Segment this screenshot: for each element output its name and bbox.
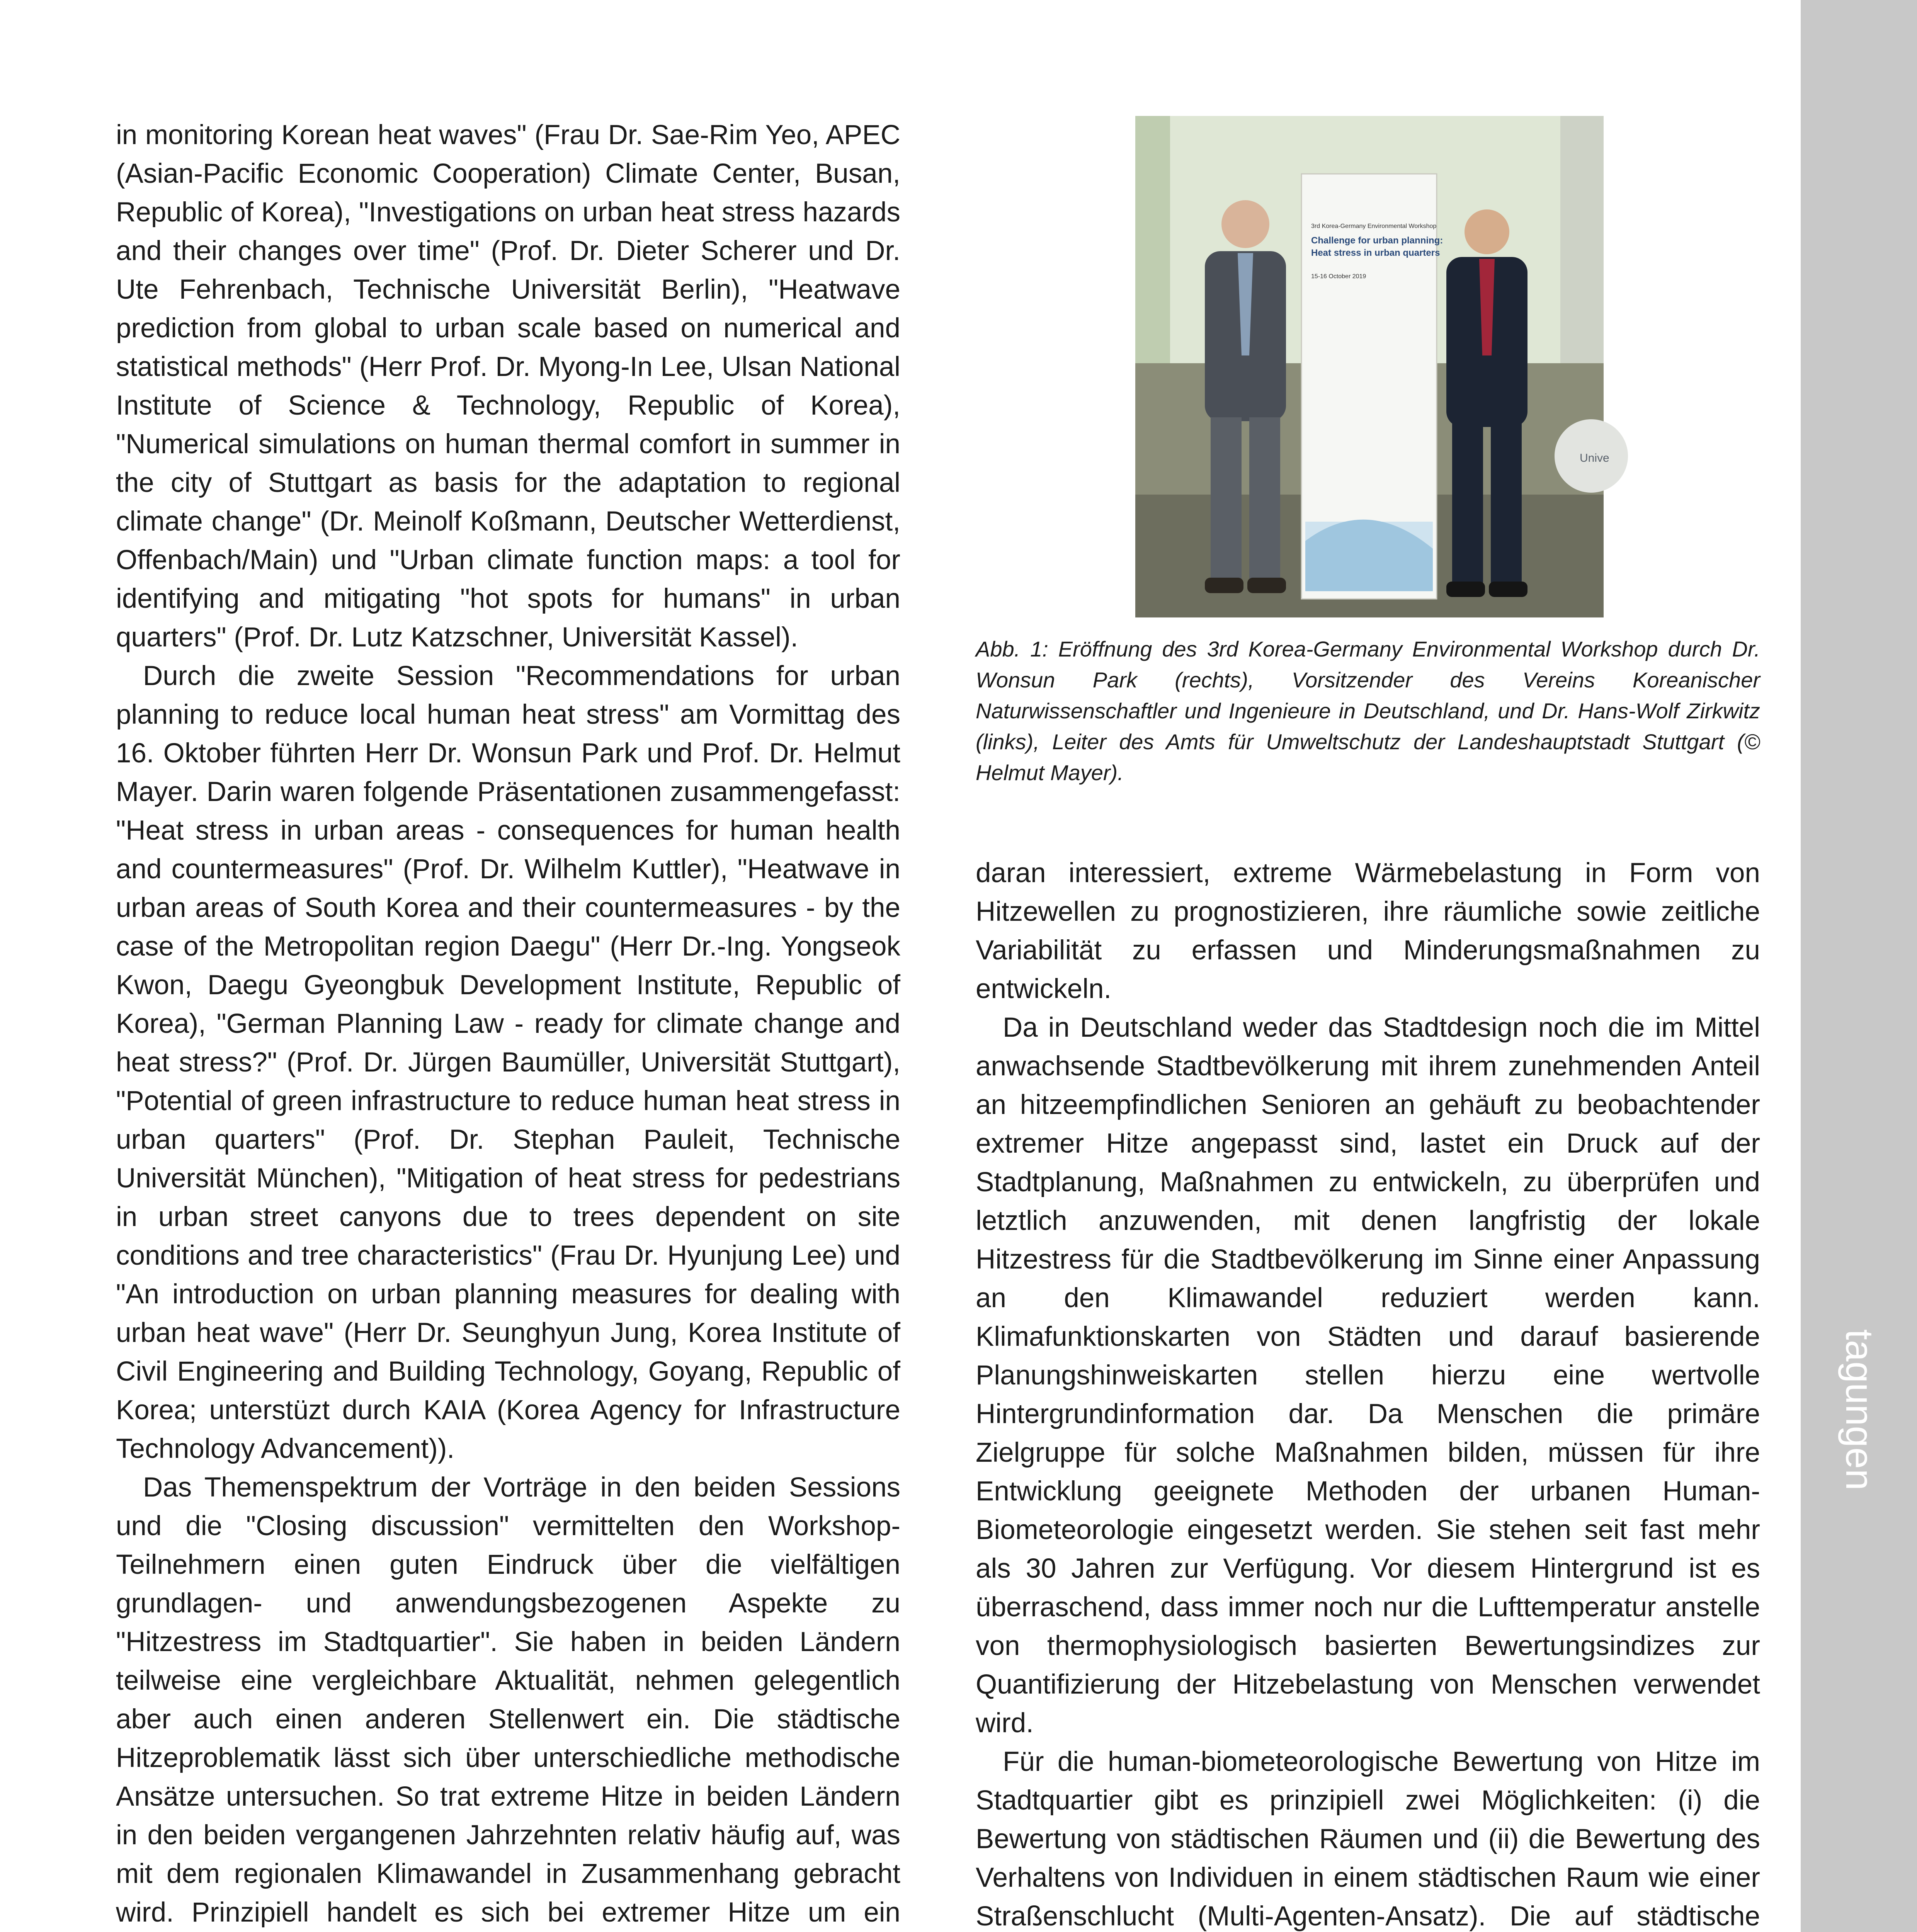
- article-column-left: [116, 116, 900, 1932]
- banner-text: Challenge for urban planning:: [1311, 235, 1443, 246]
- article-column-right: [976, 854, 1760, 1932]
- paragraph: Für die human-biometeorologische Bewertung von Hitze im Stadtquartier gibt es prinzipiell zwei Möglichkeiten: (i) die Bewertung von städtischen Räumen und (ii) die Bewertung des Verhaltens von Individuen in einem städtischen Raum wie einer Straßenschlucht (Multi-Agenten-Ansatz). Die auf städtische: [976, 1747, 1760, 1932]
- paragraph: Das Themenspektrum der Vorträge in den beiden Sessions und die "Closing discussion" vermittelten den Workshop-Teilnehmern einen guten Eindruck über die vielfältigen grundlagen- und anwendungsbezogenen Aspekte zu "Hitzestress im Stadtquartier". Sie haben in beiden Ländern teilweise eine vergleichbare Aktualität, nehmen gelegentlich aber auch einen anderen Stellenwert ein. Die städtische Hitzeproblematik lässt sich über unterschiedliche methodische Ansätze untersuchen. So trat extreme Hitze in beiden Ländern in den beiden vergangenen Jahrzehnten relativ häufig auf, was mit dem regionalen Klimawandel in Zusammenhang gebracht wird. Prinzipiell handelt es sich bei extremer Hitze um ein: [116, 1472, 900, 1928]
- banner-text: Heat stress in urban quarters: [1311, 248, 1440, 258]
- section-sidebar: [1801, 0, 1917, 1932]
- paragraph: in monitoring Korean heat waves" (Frau Dr. Sae-Rim Yeo, APEC (Asian-Pacific Economic Cooperation) Climate Center, Busan, Republic of Korea), "Investigations on urban heat stress hazards and their changes over time" (Prof. Dr. Dieter Scherer und Dr. Ute Fehrenbach, Technische Universität Berlin), "Heatwave prediction from global to urban scale based on numerical and statistical methods" (Herr Prof. Dr. Myong-In Lee, Ulsan National Institute of Science & Technology, Republic of Korea), "Numerical simulations on human thermal comfort in summer in the city of Stuttgart as basis for the adaptation to regional climate change" (Dr. Meinolf Koßmann, Deutscher Wetterdienst, Offenbach/Main) und "Urban climate function maps: a tool for identifying and mitigating "hot spots for humans" in urban quarters" (Prof. Dr. Lutz Katzschner, Universität Kassel).: [116, 120, 900, 653]
- paragraph: daran interessiert, extreme Wärmebelastung in Form von Hitzewellen zu prognostizieren, ihre räumliche sowie zeitliche Variabilität zu erfassen und Minderungsmaßnahmen zu entwickeln.: [976, 858, 1760, 1004]
- section-label: tagungen: [1838, 1329, 1881, 1491]
- paragraph: Durch die zweite Session "Recommendations for urban planning to reduce local human heat stress" am Vormittag des 16. Oktober führten Herr Dr. Wonsun Park und Prof. Dr. Helmut Mayer. Darin waren folgende Präsentationen zusammengefasst: "Heat stress in urban areas - consequences for human health and countermeasures" (Prof. Dr. Wilhelm Kuttler), "Heatwave in urban areas of South Korea and their countermeasures - by the case of the Metropolitan region Daegu" (Herr Dr.-Ing. Yongseok Kwon, Daegu Gyeongbuk Development Institute, Republic of Korea), "German Planning Law - ready for climate change and heat stress?" (Prof. Dr. Jürgen Baumüller, Universität Stuttgart), "Potential of green infrastructure to reduce human heat stress in urban quarters" (Prof. Dr. Stephan Pauleit, Technische Universität München), "Mitigation of heat stress for pedestrians in urban street canyons due to trees dependent on site conditions and tree characteristics" (Frau Dr. Hyunjung Lee) und "An introduction on urban planning measures for dealing with urban heat wave" (Herr Dr. Seunghyun Jung, Korea Institute of Civil Engineering and Building Technology, Goyang, Republic of Korea; unterstüzt durch KAIA (Korea Agency for Infrastructure Technology Advancement)).: [116, 661, 900, 1464]
- wall-sign-text: Unive: [1580, 452, 1609, 464]
- paragraph: Da in Deutschland weder das Stadtdesign noch die im Mittel anwachsende Stadtbevölkerung mit ihrem zunehmenden Anteil an hitzeempfindlichen Senioren an gehäuft zu beobachtender extremer Hitze angepasst sind, lastet ein Druck auf der Stadtplanung, Maßnahmen zu entwickeln, zu überprüfen und letztlich anzuwenden, mit denen langfristig der lokale Hitzestress für die Stadtbevölkerung im Sinne einer Anpassung an den Klimawandel reduziert werden kann. Klimafunktionskarten von Städten und darauf basierende Planungshinweiskarten stellen hierzu eine wertvolle Hintergrundinformation dar. Da Menschen die primäre Zielgruppe für solche Maßnahmen bilden, müssen für ihre Entwicklung geeignete Methoden der urbanen Human-Biometeorologie eingesetzt werden. Sie stehen seit fast mehr als 30 Jahren zur Verfügung. Vor diesem Hintergrund ist es überraschend, dass immer noch nur die Lufttemperatur anstelle von thermophysiologisch basierten Bewertungsindizes zur Quantifizierung der Hitzebelastung von Menschen verwendet wird.: [976, 1012, 1760, 1738]
- photo-illustration: [1135, 116, 1609, 617]
- banner-text: 3rd Korea-Germany Environmental Workshop: [1311, 223, 1437, 230]
- figure-photo: [1135, 116, 1609, 617]
- banner-text: 15-16 October 2019: [1311, 273, 1366, 280]
- figure-caption: Abb. 1: Eröffnung des 3rd Korea-Germany Environmental Workshop durch Dr. Wonsun Park (rechts), Vorsitzender des Vereins Koreanischer Naturwissenschaftler und Ingenieure in Deutschland, und Dr. Hans-Wolf Zirkwitz (links), Leiter des Amts für Umweltschutz der Landeshauptstadt Stuttgart (© Helmut Mayer).: [976, 637, 1760, 785]
